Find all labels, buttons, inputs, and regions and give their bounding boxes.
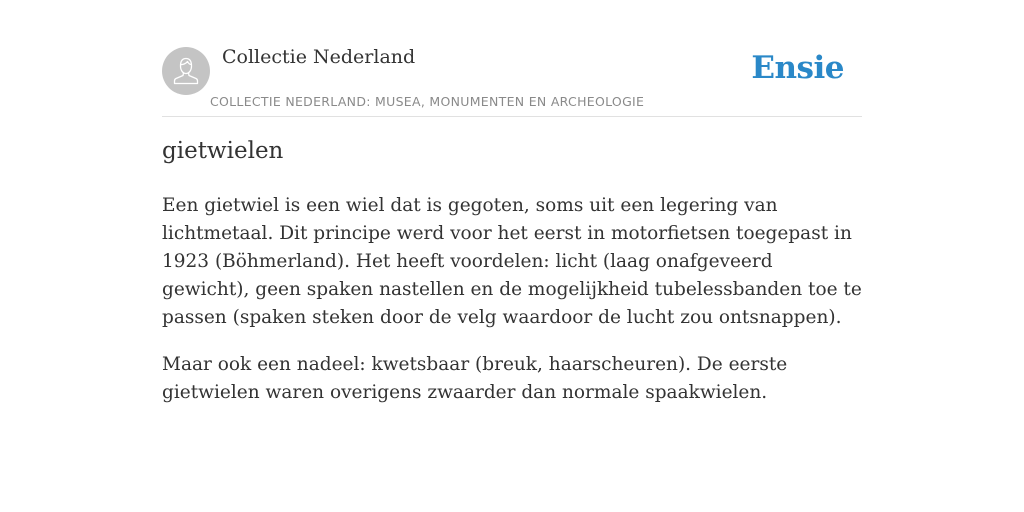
author-avatar[interactable] <box>162 47 210 95</box>
author-name-link[interactable]: Collectie Nederland <box>222 46 416 68</box>
entry-paragraph: Een gietwiel is een wiel dat is gegoten, soms uit een legering van lichtmetaal. Dit principe werd voor het eerst in motorfietsen toegepast in 1923 (Böhmerland). Het heeft voordelen: licht (laag onafgeveerd gewicht), geen spaken nastellen en de mogelijkheid tubelessbanden toe te passen (spaken steken door de velg waardoor de lucht zou ontsnappen). <box>162 195 862 328</box>
entry-title: gietwielen <box>162 138 284 164</box>
user-placeholder-icon <box>162 47 210 95</box>
ensie-logo[interactable]: Ensie <box>751 50 844 86</box>
collection-name[interactable]: COLLECTIE NEDERLAND: MUSEA, MONUMENTEN EN ARCHEOLOGIE <box>210 94 645 109</box>
entry-paragraph: Maar ook een nadeel: kwetsbaar (breuk, haarscheuren). De eerste gietwielen waren overigens zwaarder dan normale spaakwielen. <box>162 354 788 403</box>
entry-body <box>162 192 862 426</box>
entry-header <box>162 44 862 117</box>
